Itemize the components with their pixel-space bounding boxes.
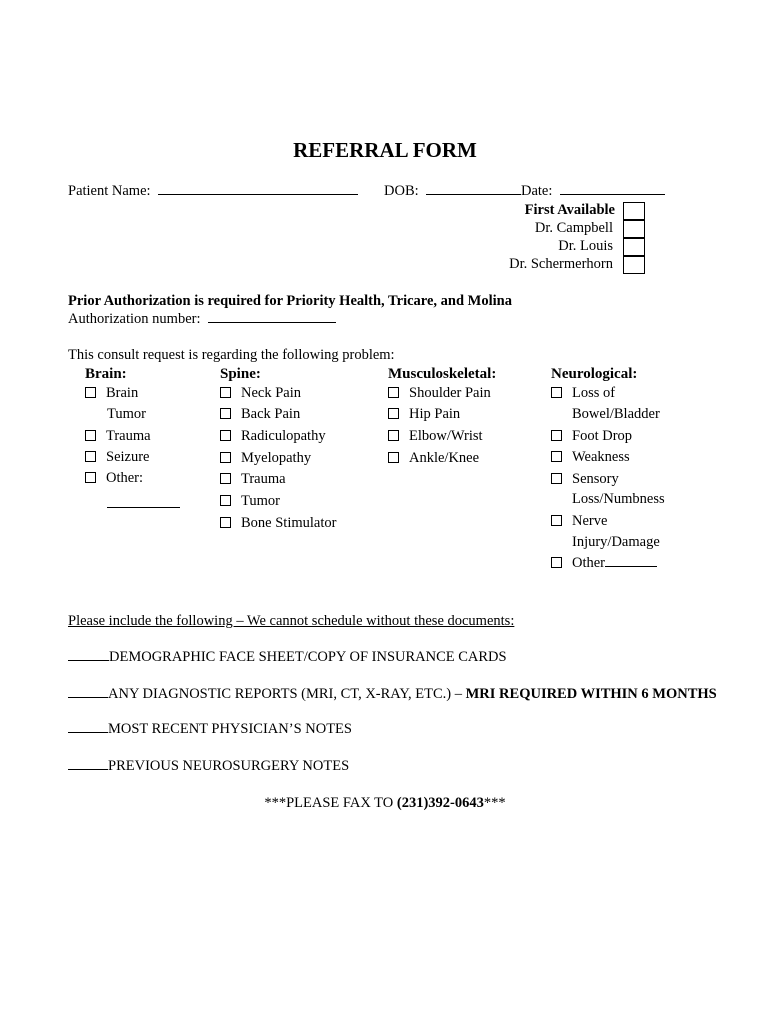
provider-dr-campbell-box[interactable] xyxy=(623,220,645,238)
musculoskeletal-heading: Musculoskeletal: xyxy=(388,366,497,382)
checkbox-icon[interactable] xyxy=(85,387,96,398)
checkbox-icon[interactable] xyxy=(388,430,399,441)
spine-option-trauma[interactable]: Trauma xyxy=(220,471,286,488)
neuro-option-sensory-loss[interactable]: Sensory xyxy=(551,471,619,488)
spine-option-tumor[interactable]: Tumor xyxy=(220,493,280,510)
checkbox-icon[interactable] xyxy=(85,472,96,483)
doc-row-neurosurgery-notes: PREVIOUS NEUROSURGERY NOTES xyxy=(68,758,349,775)
brain-option-other[interactable]: Other: xyxy=(85,470,143,487)
checkbox-icon[interactable] xyxy=(85,451,96,462)
checkbox-icon[interactable] xyxy=(551,430,562,441)
patient-name-field[interactable] xyxy=(158,193,358,195)
documents-heading: Please include the following – We cannot schedule without these documents: xyxy=(68,613,515,629)
checkbox-icon[interactable] xyxy=(388,408,399,419)
auth-number-label: Authorization number: xyxy=(68,311,201,327)
auth-number-field[interactable] xyxy=(208,321,336,323)
doc-row-diagnostic: ANY DIAGNOSTIC REPORTS (MRI, CT, X-RAY, ETC.) – MRI REQUIRED WITHIN 6 MONTHS xyxy=(68,686,717,703)
date-row xyxy=(521,183,665,200)
brain-option-seizure[interactable]: Seizure xyxy=(85,449,149,466)
auth-number-row xyxy=(68,311,336,328)
prior-auth-notice: Prior Authorization is required for Priority Health, Tricare, and Molina xyxy=(68,293,512,309)
checkbox-icon[interactable] xyxy=(220,473,231,484)
spine-option-neck-pain[interactable]: Neck Pain xyxy=(220,385,301,402)
dob-label: DOB: xyxy=(384,183,419,199)
form-title: REFERRAL FORM xyxy=(293,138,477,162)
date-field[interactable] xyxy=(560,193,665,195)
neuro-option-loss-of-bowel-bladder[interactable]: Loss of xyxy=(551,385,615,402)
checkbox-icon[interactable] xyxy=(551,515,562,526)
provider-dr-louis: Dr. Louis xyxy=(558,238,613,254)
dob-row xyxy=(384,183,521,200)
provider-first-available-box[interactable] xyxy=(623,202,645,220)
brain-other-field[interactable] xyxy=(107,506,180,508)
neuro-option-sensory-loss-cont: Loss/Numbness xyxy=(572,491,665,507)
brain-option-brain-tumor[interactable]: Brain xyxy=(85,385,138,402)
patient-name-label: Patient Name: xyxy=(68,183,151,199)
neurological-heading: Neurological: xyxy=(551,366,638,382)
consult-intro: This consult request is regarding the following problem: xyxy=(68,347,395,363)
brain-option-brain-tumor-cont: Tumor xyxy=(107,406,146,422)
checkbox-icon[interactable] xyxy=(388,387,399,398)
neuro-other-field[interactable] xyxy=(605,565,657,567)
checkbox-icon[interactable] xyxy=(220,387,231,398)
msk-option-shoulder-pain[interactable]: Shoulder Pain xyxy=(388,385,491,402)
neuro-option-nerve-injury-cont: Injury/Damage xyxy=(572,534,660,550)
msk-option-elbow-wrist[interactable]: Elbow/Wrist xyxy=(388,428,483,445)
neuro-option-other[interactable]: Other xyxy=(551,555,657,572)
brain-heading: Brain: xyxy=(85,366,127,382)
spine-option-back-pain[interactable]: Back Pain xyxy=(220,406,300,423)
fax-instruction: ***PLEASE FAX TO (231)392-0643*** xyxy=(264,795,506,811)
doc-physician-notes-check-field[interactable] xyxy=(68,731,108,733)
doc-diagnostic-check-field[interactable] xyxy=(68,696,108,698)
checkbox-icon[interactable] xyxy=(85,430,96,441)
provider-dr-schermerhorn: Dr. Schermerhorn xyxy=(509,256,613,272)
spine-heading: Spine: xyxy=(220,366,261,382)
provider-dr-campbell: Dr. Campbell xyxy=(534,220,613,236)
fax-number: (231)392-0643 xyxy=(396,795,484,811)
spine-option-radiculopathy[interactable]: Radiculopathy xyxy=(220,428,326,445)
neuro-option-foot-drop[interactable]: Foot Drop xyxy=(551,428,632,445)
doc-neurosurgery-notes-check-field[interactable] xyxy=(68,768,108,770)
checkbox-icon[interactable] xyxy=(551,451,562,462)
neuro-option-loss-of-bowel-bladder-cont: Bowel/Bladder xyxy=(572,406,660,422)
msk-option-ankle-knee[interactable]: Ankle/Knee xyxy=(388,450,479,467)
provider-first-available: First Available xyxy=(524,202,615,218)
checkbox-icon[interactable] xyxy=(551,557,562,568)
provider-dr-louis-box[interactable] xyxy=(623,238,645,256)
spine-option-myelopathy[interactable]: Myelopathy xyxy=(220,450,311,467)
msk-option-hip-pain[interactable]: Hip Pain xyxy=(388,406,460,423)
neuro-option-nerve-injury[interactable]: Nerve xyxy=(551,513,607,530)
doc-demographic-check-field[interactable] xyxy=(68,659,109,661)
doc-row-physician-notes: MOST RECENT PHYSICIAN’S NOTES xyxy=(68,721,352,738)
checkbox-icon[interactable] xyxy=(551,387,562,398)
spine-option-bone-stimulator[interactable]: Bone Stimulator xyxy=(220,515,336,532)
provider-dr-schermerhorn-box[interactable] xyxy=(623,256,645,274)
checkbox-icon[interactable] xyxy=(220,495,231,506)
checkbox-icon[interactable] xyxy=(388,452,399,463)
checkbox-icon[interactable] xyxy=(220,517,231,528)
neuro-option-weakness[interactable]: Weakness xyxy=(551,449,630,466)
patient-name-row xyxy=(68,183,358,200)
brain-option-trauma[interactable]: Trauma xyxy=(85,428,151,445)
date-label: Date: xyxy=(521,183,553,199)
checkbox-icon[interactable] xyxy=(220,430,231,441)
checkbox-icon[interactable] xyxy=(551,473,562,484)
doc-row-demographic: DEMOGRAPHIC FACE SHEET/COPY OF INSURANCE CARDS xyxy=(68,649,507,666)
checkbox-icon[interactable] xyxy=(220,408,231,419)
dob-field[interactable] xyxy=(426,193,521,195)
checkbox-icon[interactable] xyxy=(220,452,231,463)
